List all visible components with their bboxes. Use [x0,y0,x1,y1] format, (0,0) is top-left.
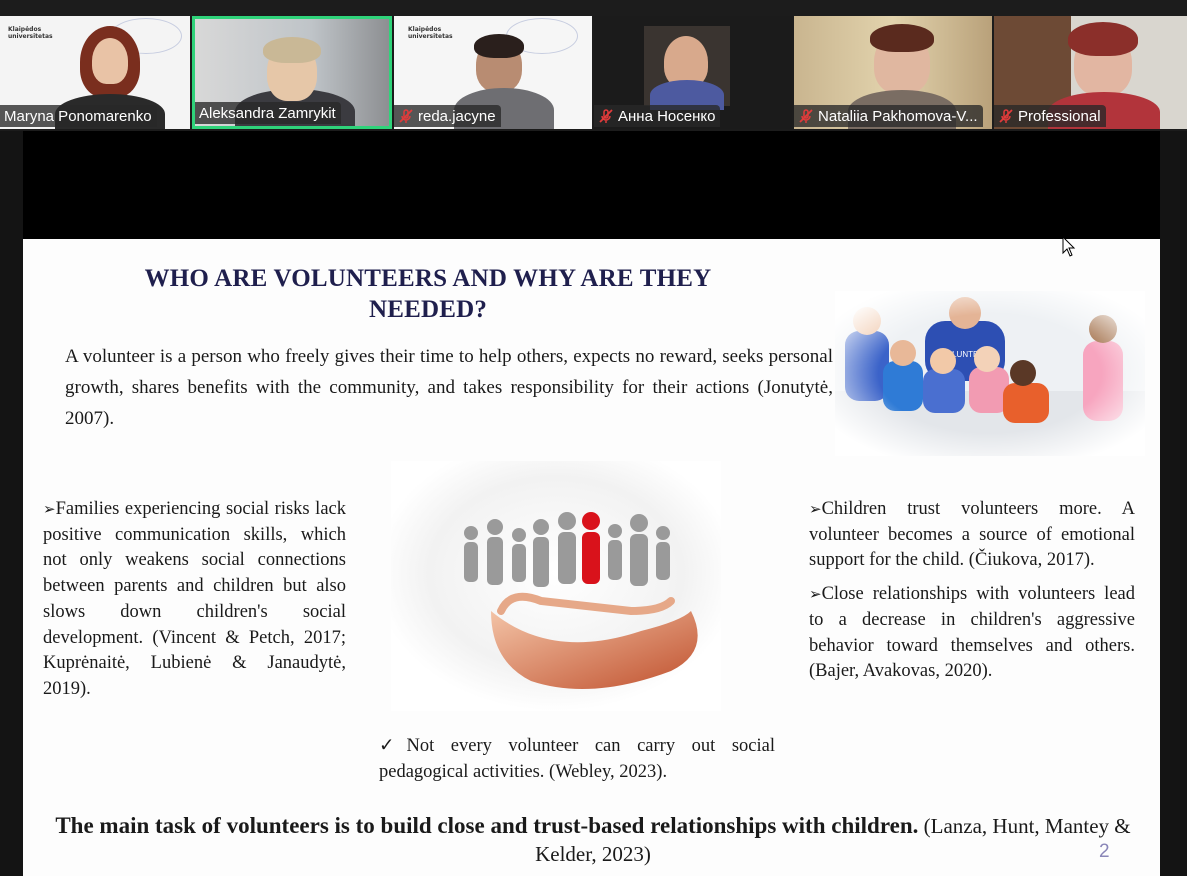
shared-slide [23,239,1160,876]
participant-name-bar [394,105,501,127]
right-bullet-list [809,497,1135,693]
participant-tile-active[interactable] [192,16,392,129]
main-task-statement [53,812,1133,868]
volunteer-definition: A volunteer is a person who freely gives their time to help others, expects no reward, seeks personal growth, shares benefits with the community, and takes responsibility for their actions (Jonutytė, 2007). [65,346,833,429]
participant-tile[interactable] [994,16,1187,129]
children-volunteers-image [835,291,1145,456]
university-logo: Klaipėdos universitetas [8,26,53,40]
arrow-bullet-icon: ➢ [43,500,56,518]
participant-tile[interactable] [794,16,992,129]
main-task-citation: (Lanza, Hunt, Mantey & Kelder, 2023) [535,814,1131,866]
participant-name-bar [195,102,341,124]
participant-name-bar [994,105,1106,127]
participant-name-bar [594,105,720,127]
check-mark-icon: ✓ [379,736,407,756]
university-logo: Klaipėdos universitetas [408,26,453,40]
participant-name: Nataliia Pakhomova-V... [818,107,978,125]
mic-muted-icon [598,108,614,124]
participant-tile[interactable] [0,16,190,129]
participant-strip [0,0,1187,131]
participant-name-bar [0,105,157,127]
hand-holding-people-image [391,461,721,711]
right-bullet-text: Close relationships with volunteers lead to a decrease in children's aggressive behavior toward themselves and others. (Bajer, Avakovas, 2020). [809,584,1135,682]
arrow-bullet-icon: ➢ [809,585,822,604]
arrow-bullet-icon: ➢ [809,500,822,518]
participant-name-bar [794,105,983,127]
slide-title: WHO ARE VOLUNTEERS AND WHY ARE THEY NEEDED? [144,265,712,323]
left-bullet-text [43,497,346,703]
participant-name: Maryna Ponomarenko [4,107,152,125]
participant-name: Professional [1018,107,1101,125]
mouse-cursor-icon [1062,236,1076,258]
webley-note-text: Not every volunteer can carry out social pedagogical activities. (Webley, 2023). [379,736,775,782]
participant-name: Aleksandra Zamrykit [199,104,336,122]
main-task-bold: The main task of volunteers is to build close and trust-based relationships with children. [55,813,919,838]
mic-muted-icon [798,108,814,124]
center-check-note [379,734,775,785]
mic-muted-icon [998,108,1014,124]
slide-page-number: 2 [1099,841,1110,862]
participant-name: reda.jacyne [418,107,496,125]
participant-tile[interactable] [594,16,792,129]
shared-screen-letterbox [23,131,1160,239]
right-bullet-text: Children trust volunteers more. A volunteer becomes a source of emotional support for the child. (Čiukova, 2017). [809,499,1135,571]
mic-muted-icon [398,108,414,124]
participant-tile[interactable] [394,16,592,129]
right-bullet-item [809,582,1135,685]
participant-name: Анна Носенко [618,107,716,125]
families-risk-text: Families experiencing social risks lack positive communication skills, which not only weakens social connections between parents and children but also slows down children's social development. (Vincent & Petch, 2017; Kuprėnaitė, Lubienė & Janaudytė, 2019). [43,499,346,699]
right-bullet-item [809,497,1135,574]
